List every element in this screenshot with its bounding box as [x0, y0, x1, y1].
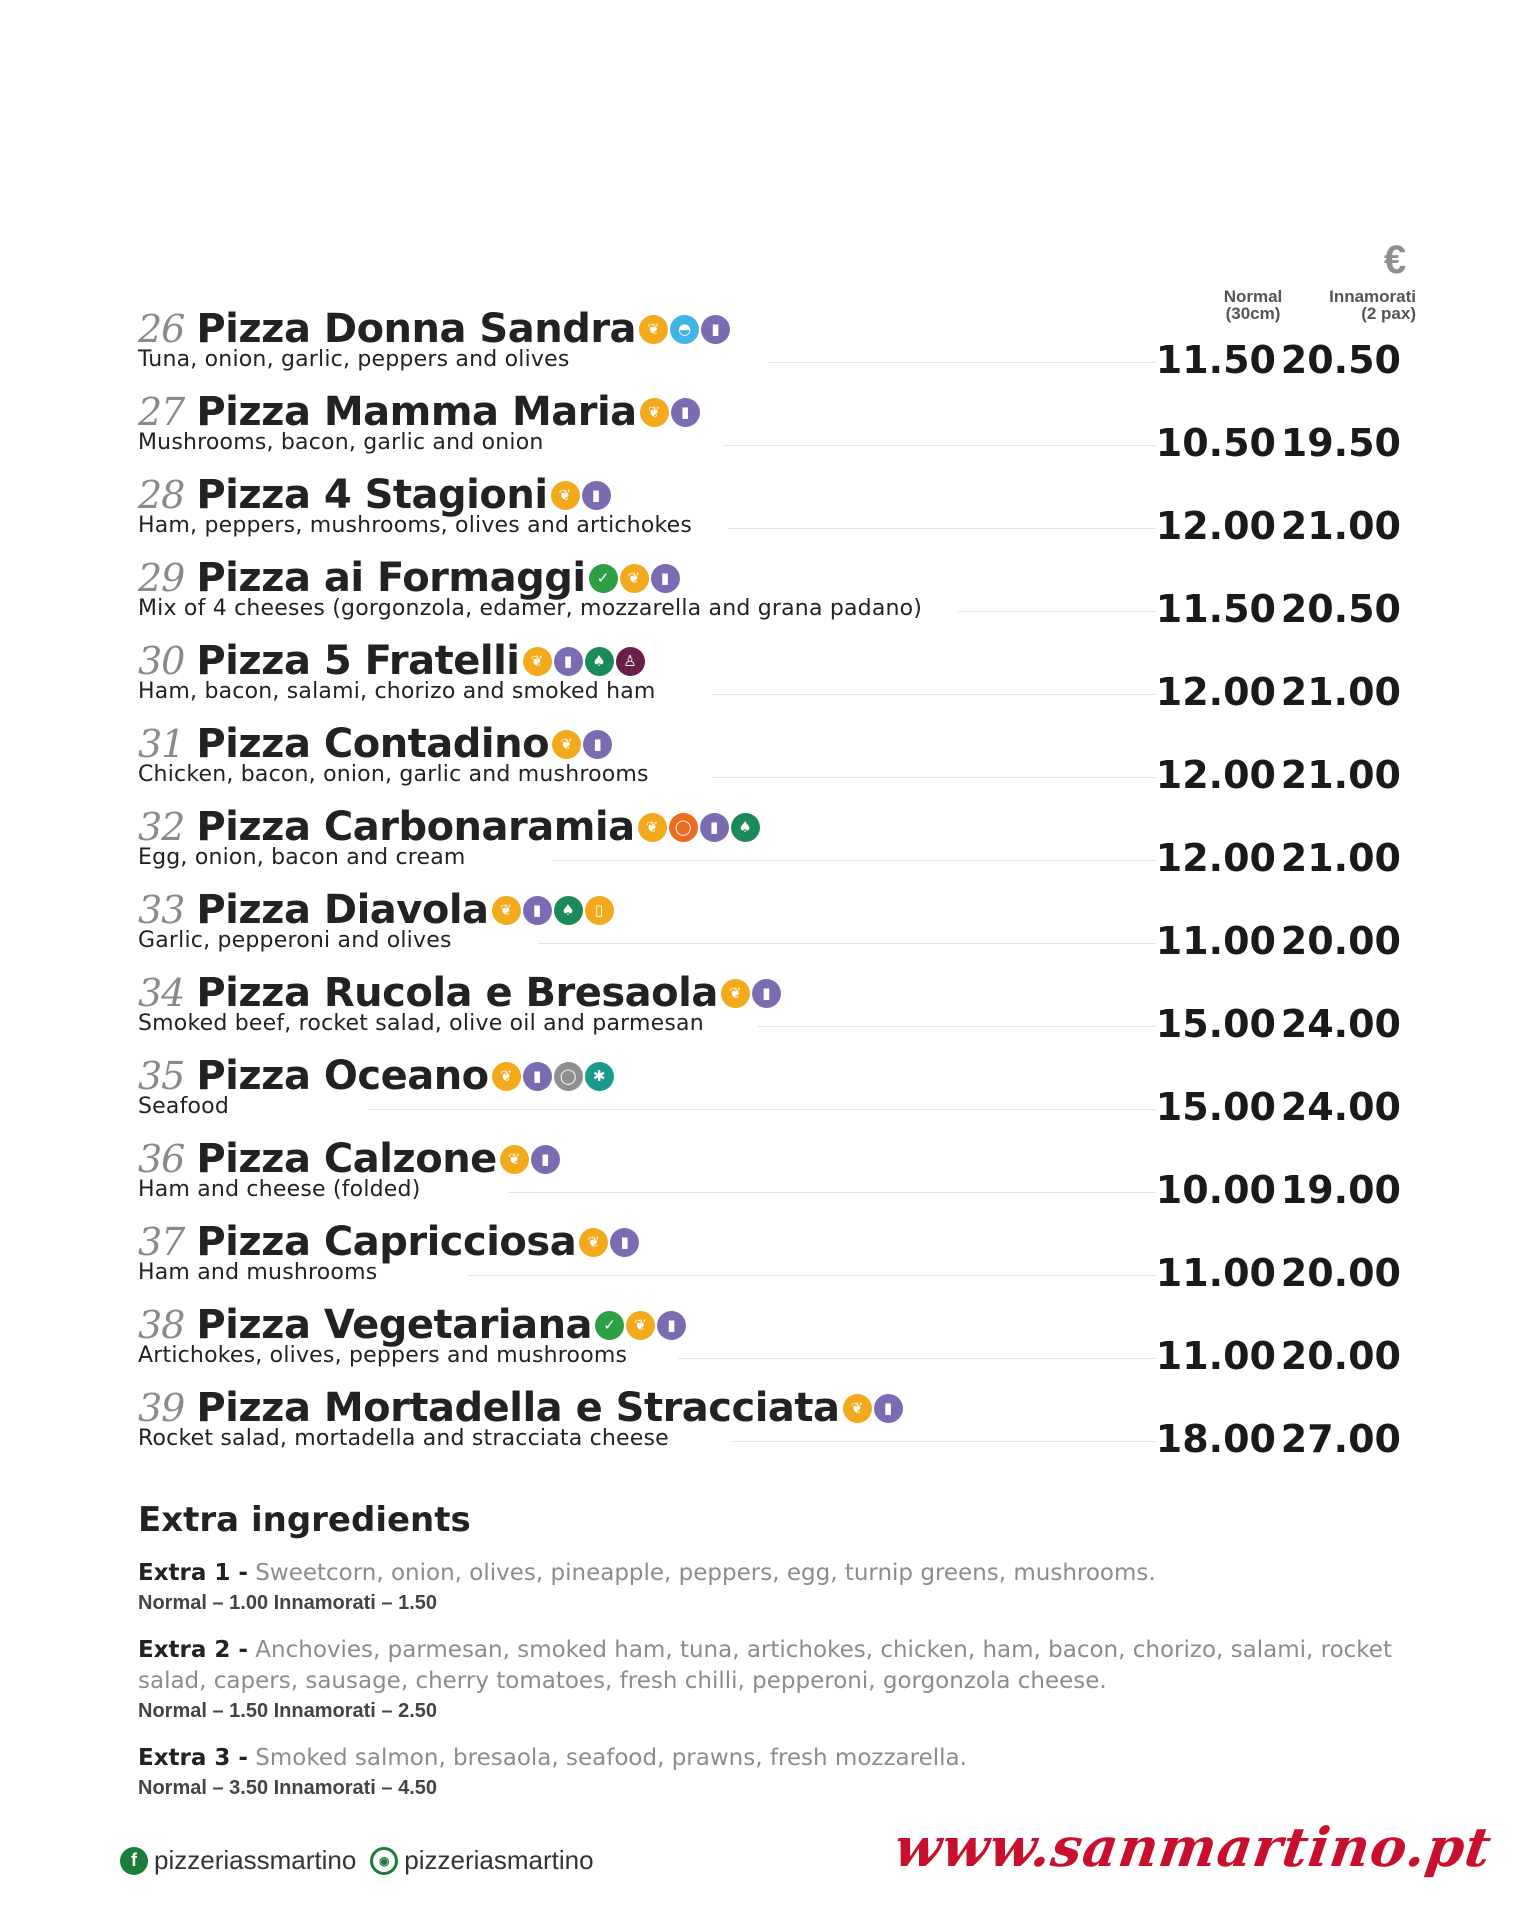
extra-line [138, 1635, 1428, 1697]
celery-allergen-icon: ♠ [585, 647, 614, 676]
price-innamorati: 24.00 [1280, 1085, 1401, 1129]
menu-item-number: 31 [138, 722, 185, 766]
allergen-icons [638, 813, 762, 842]
dairy-allergen-icon: ▮ [700, 813, 729, 842]
dairy-allergen-icon: ▮ [651, 564, 680, 593]
menu-item-number: 29 [138, 556, 185, 600]
price-normal: 12.00 [1155, 753, 1276, 797]
extra-line [138, 1558, 1428, 1589]
allergen-icons [500, 1145, 562, 1174]
extra-label: Extra 1 - [138, 1560, 248, 1586]
menu-item-27 [138, 385, 1418, 468]
allergen-icons [551, 481, 613, 510]
menu-item-description: Ham, bacon, salami, chorizo and smoked ham [138, 679, 656, 704]
price-innamorati: 24.00 [1280, 1002, 1401, 1046]
menu-item-39 [138, 1381, 1418, 1464]
menu-item-35 [138, 1049, 1418, 1132]
extra-line [138, 1743, 1428, 1774]
menu-item-description: Seafood [138, 1094, 230, 1119]
menu-item-name: Pizza Oceano [196, 1053, 489, 1099]
extra-ingredients-section [138, 1500, 1428, 1820]
column-header-normal-line1: Normal [1223, 287, 1283, 306]
sulphites-allergen-icon: ♙ [616, 647, 645, 676]
gluten-allergen-icon: ❦ [579, 1228, 608, 1257]
price-innamorati: 19.50 [1280, 421, 1401, 465]
dotted-leader [553, 860, 1156, 861]
menu-item-description: Mix of 4 cheeses (gorgonzola, edamer, mozzarella and grana padano) [138, 596, 923, 621]
dotted-leader [723, 445, 1156, 446]
menu-item-description: Egg, onion, bacon and cream [138, 845, 466, 870]
dotted-leader [713, 777, 1156, 778]
allergen-icons [492, 896, 616, 925]
column-header-innamorati-line2: (2 pax) [1361, 304, 1416, 323]
price-normal: 10.50 [1155, 421, 1276, 465]
menu-item-description: Ham and mushrooms [138, 1260, 378, 1285]
menu-item-number: 26 [138, 307, 185, 351]
extra-group [138, 1558, 1428, 1617]
menu-item-number: 34 [138, 971, 185, 1015]
extra-group [138, 1743, 1428, 1802]
menu-item-title [138, 1381, 905, 1431]
price-normal: 11.00 [1155, 919, 1276, 963]
allergen-icons [721, 979, 783, 1008]
menu-item-number: 39 [138, 1386, 185, 1430]
menu-item-number: 33 [138, 888, 185, 932]
menu-item-description: Tuna, onion, garlic, peppers and olives [138, 347, 570, 372]
price-normal: 11.00 [1155, 1251, 1276, 1295]
menu-item-29 [138, 551, 1418, 634]
allergen-icons [843, 1394, 905, 1423]
dairy-allergen-icon: ▮ [671, 398, 700, 427]
gluten-allergen-icon: ❦ [492, 1062, 521, 1091]
social-footer [120, 1845, 608, 1876]
extra-label: Extra 2 - [138, 1637, 248, 1663]
price-innamorati: 20.50 [1280, 587, 1401, 631]
price-innamorati: 21.00 [1280, 670, 1401, 714]
menu-item-33 [138, 883, 1418, 966]
gluten-allergen-icon: ❦ [626, 1311, 655, 1340]
column-header-innamorati-line1: Innamorati [1329, 287, 1416, 306]
facebook-handle[interactable]: pizzeriassmartino [154, 1845, 357, 1875]
menu-item-name: Pizza Calzone [196, 1136, 497, 1182]
dotted-leader [768, 362, 1156, 363]
menu-item-title [138, 468, 613, 518]
vegetarian-allergen-icon: ✓ [589, 564, 618, 593]
allergen-icons [589, 564, 682, 593]
extras-title: Extra ingredients [138, 1500, 471, 1540]
menu-item-number: 32 [138, 805, 185, 849]
price-innamorati: 20.00 [1280, 1251, 1401, 1295]
dairy-allergen-icon: ▮ [874, 1394, 903, 1423]
price-innamorati: 20.00 [1280, 1334, 1401, 1378]
dotted-leader [958, 611, 1156, 612]
menu-item-number: 36 [138, 1137, 185, 1181]
menu-item-name: Pizza Contadino [196, 721, 550, 767]
menu-item-title [138, 1298, 688, 1348]
menu-item-description: Smoked beef, rocket salad, olive oil and parmesan [138, 1011, 704, 1036]
price-normal: 11.50 [1155, 587, 1276, 631]
price-innamorati: 21.00 [1280, 504, 1401, 548]
gluten-allergen-icon: ❦ [640, 398, 669, 427]
dairy-allergen-icon: ▮ [610, 1228, 639, 1257]
dairy-allergen-icon: ▮ [531, 1145, 560, 1174]
menu-item-name: Pizza 4 Stagioni [196, 472, 548, 518]
menu-item-number: 37 [138, 1220, 185, 1264]
price-normal: 12.00 [1155, 670, 1276, 714]
price-normal: 10.00 [1155, 1168, 1276, 1212]
mustard-allergen-icon: ▯ [585, 896, 614, 925]
dotted-leader [508, 1192, 1156, 1193]
egg-allergen-icon: ◯ [669, 813, 698, 842]
price-normal: 15.00 [1155, 1002, 1276, 1046]
price-normal: 11.50 [1155, 338, 1276, 382]
menu-item-38 [138, 1298, 1418, 1381]
allergen-icons [579, 1228, 641, 1257]
price-innamorati: 27.00 [1280, 1417, 1401, 1461]
allergen-icons [492, 1062, 616, 1091]
dotted-leader [733, 1441, 1156, 1442]
menu-item-title [138, 717, 614, 767]
extra-prices: Normal – 1.00 Innamorati – 1.50 [138, 1592, 438, 1614]
dairy-allergen-icon: ▮ [583, 730, 612, 759]
menu-item-number: 28 [138, 473, 185, 517]
price-innamorati: 21.00 [1280, 753, 1401, 797]
price-normal: 15.00 [1155, 1085, 1276, 1129]
menu-item-number: 27 [138, 390, 185, 434]
menu-item-name: Pizza Donna Sandra [196, 306, 637, 352]
menu-item-number: 38 [138, 1303, 185, 1347]
menu-item-title [138, 966, 783, 1016]
dotted-leader [468, 1275, 1156, 1276]
allergen-icons [639, 315, 732, 344]
menu-item-title [138, 1215, 641, 1265]
fish-allergen-icon: ◓ [670, 315, 699, 344]
price-innamorati: 20.00 [1280, 919, 1401, 963]
menu-item-32 [138, 800, 1418, 883]
extra-text: Smoked salmon, bresaola, seafood, prawns, fresh mozzarella. [255, 1745, 967, 1771]
dairy-allergen-icon: ▮ [701, 315, 730, 344]
menu-item-title [138, 551, 682, 601]
dairy-allergen-icon: ▮ [523, 1062, 552, 1091]
dairy-allergen-icon: ▮ [657, 1311, 686, 1340]
instagram-handle[interactable]: pizzeriasmartino [404, 1845, 594, 1875]
menu-item-name: Pizza Capricciosa [196, 1219, 577, 1265]
price-innamorati: 19.00 [1280, 1168, 1401, 1212]
extra-text: Sweetcorn, onion, olives, pineapple, peppers, egg, turnip greens, mushrooms. [255, 1560, 1156, 1586]
dotted-leader [368, 1109, 1156, 1110]
menu-item-description: Ham and cheese (folded) [138, 1177, 421, 1202]
gluten-allergen-icon: ❦ [639, 315, 668, 344]
dairy-allergen-icon: ▮ [752, 979, 781, 1008]
menu-item-30 [138, 634, 1418, 717]
celery-allergen-icon: ♠ [731, 813, 760, 842]
menu-item-title [138, 883, 616, 933]
menu-item-name: Pizza Rucola e Bresaola [196, 970, 718, 1016]
dotted-leader [728, 528, 1156, 529]
website-link[interactable]: www.sanmartino.pt [890, 1815, 1496, 1879]
instagram-icon[interactable]: ◉ [370, 1847, 398, 1875]
gluten-allergen-icon: ❦ [552, 730, 581, 759]
price-normal: 12.00 [1155, 504, 1276, 548]
extra-text: Anchovies, parmesan, smoked ham, tuna, artichokes, chicken, ham, bacon, chorizo, salami, rocket salad, capers, sausage, cherry tomatoes, fresh chilli, pepperoni, gorgonzola cheese. [138, 1637, 1392, 1694]
price-normal: 12.00 [1155, 836, 1276, 880]
menu-item-title [138, 634, 647, 684]
price-innamorati: 21.00 [1280, 836, 1401, 880]
allergen-icons [595, 1311, 688, 1340]
price-normal: 18.00 [1155, 1417, 1276, 1461]
menu-item-name: Pizza Vegetariana [196, 1302, 593, 1348]
dotted-leader [713, 694, 1156, 695]
menu-item-name: Pizza Carbonaramia [196, 804, 635, 850]
column-header-normal-line2: (30cm) [1225, 304, 1281, 323]
menu-item-36 [138, 1132, 1418, 1215]
menu-item-description: Mushrooms, bacon, garlic and onion [138, 430, 544, 455]
gluten-allergen-icon: ❦ [721, 979, 750, 1008]
extra-group [138, 1635, 1428, 1725]
dairy-allergen-icon: ▮ [554, 647, 583, 676]
extra-label: Extra 3 - [138, 1745, 248, 1771]
molluscs-allergen-icon: ◯ [554, 1062, 583, 1091]
gluten-allergen-icon: ❦ [551, 481, 580, 510]
vegetarian-allergen-icon: ✓ [595, 1311, 624, 1340]
menu-item-title [138, 385, 702, 435]
menu-item-name: Pizza Mamma Maria [196, 389, 637, 435]
price-innamorati: 20.50 [1280, 338, 1401, 382]
menu-item-name: Pizza Diavola [196, 887, 489, 933]
dotted-leader [758, 1026, 1156, 1027]
menu-item-number: 30 [138, 639, 185, 683]
gluten-allergen-icon: ❦ [620, 564, 649, 593]
allergen-icons [552, 730, 614, 759]
facebook-icon[interactable]: f [120, 1847, 148, 1875]
menu-item-title [138, 1049, 616, 1099]
menu-item-34 [138, 966, 1418, 1049]
menu-item-31 [138, 717, 1418, 800]
menu-item-description: Garlic, pepperoni and olives [138, 928, 452, 953]
menu-item-title [138, 1132, 562, 1182]
menu-item-name: Pizza 5 Fratelli [196, 638, 520, 684]
menu-item-title [138, 800, 762, 850]
menu-item-number: 35 [138, 1054, 185, 1098]
menu-item-37 [138, 1215, 1418, 1298]
menu-item-name: Pizza Mortadella e Stracciata [196, 1385, 840, 1431]
menu-item-title [138, 302, 732, 352]
gluten-allergen-icon: ❦ [523, 647, 552, 676]
dotted-leader [538, 943, 1156, 944]
menu-item-name: Pizza ai Formaggi [196, 555, 586, 601]
menu-item-description: Artichokes, olives, peppers and mushrooms [138, 1343, 628, 1368]
extra-prices: Normal – 1.50 Innamorati – 2.50 [138, 1700, 438, 1722]
celery-allergen-icon: ♠ [554, 896, 583, 925]
allergen-icons [640, 398, 702, 427]
gluten-allergen-icon: ❦ [638, 813, 667, 842]
gluten-allergen-icon: ❦ [492, 896, 521, 925]
pizza-menu-list [138, 302, 1418, 1464]
price-normal: 11.00 [1155, 1334, 1276, 1378]
dairy-allergen-icon: ▮ [523, 896, 552, 925]
extra-prices: Normal – 3.50 Innamorati – 4.50 [138, 1777, 438, 1799]
menu-item-28 [138, 468, 1418, 551]
menu-item-description: Rocket salad, mortadella and stracciata cheese [138, 1426, 669, 1451]
crustaceans-allergen-icon: ✱ [585, 1062, 614, 1091]
menu-item-description: Ham, peppers, mushrooms, olives and artichokes [138, 513, 693, 538]
gluten-allergen-icon: ❦ [843, 1394, 872, 1423]
gluten-allergen-icon: ❦ [500, 1145, 529, 1174]
menu-item-26 [138, 302, 1418, 385]
dotted-leader [678, 1358, 1156, 1359]
dairy-allergen-icon: ▮ [582, 481, 611, 510]
menu-item-description: Chicken, bacon, onion, garlic and mushrooms [138, 762, 649, 787]
currency-symbol: € [1383, 238, 1407, 282]
allergen-icons [523, 647, 647, 676]
